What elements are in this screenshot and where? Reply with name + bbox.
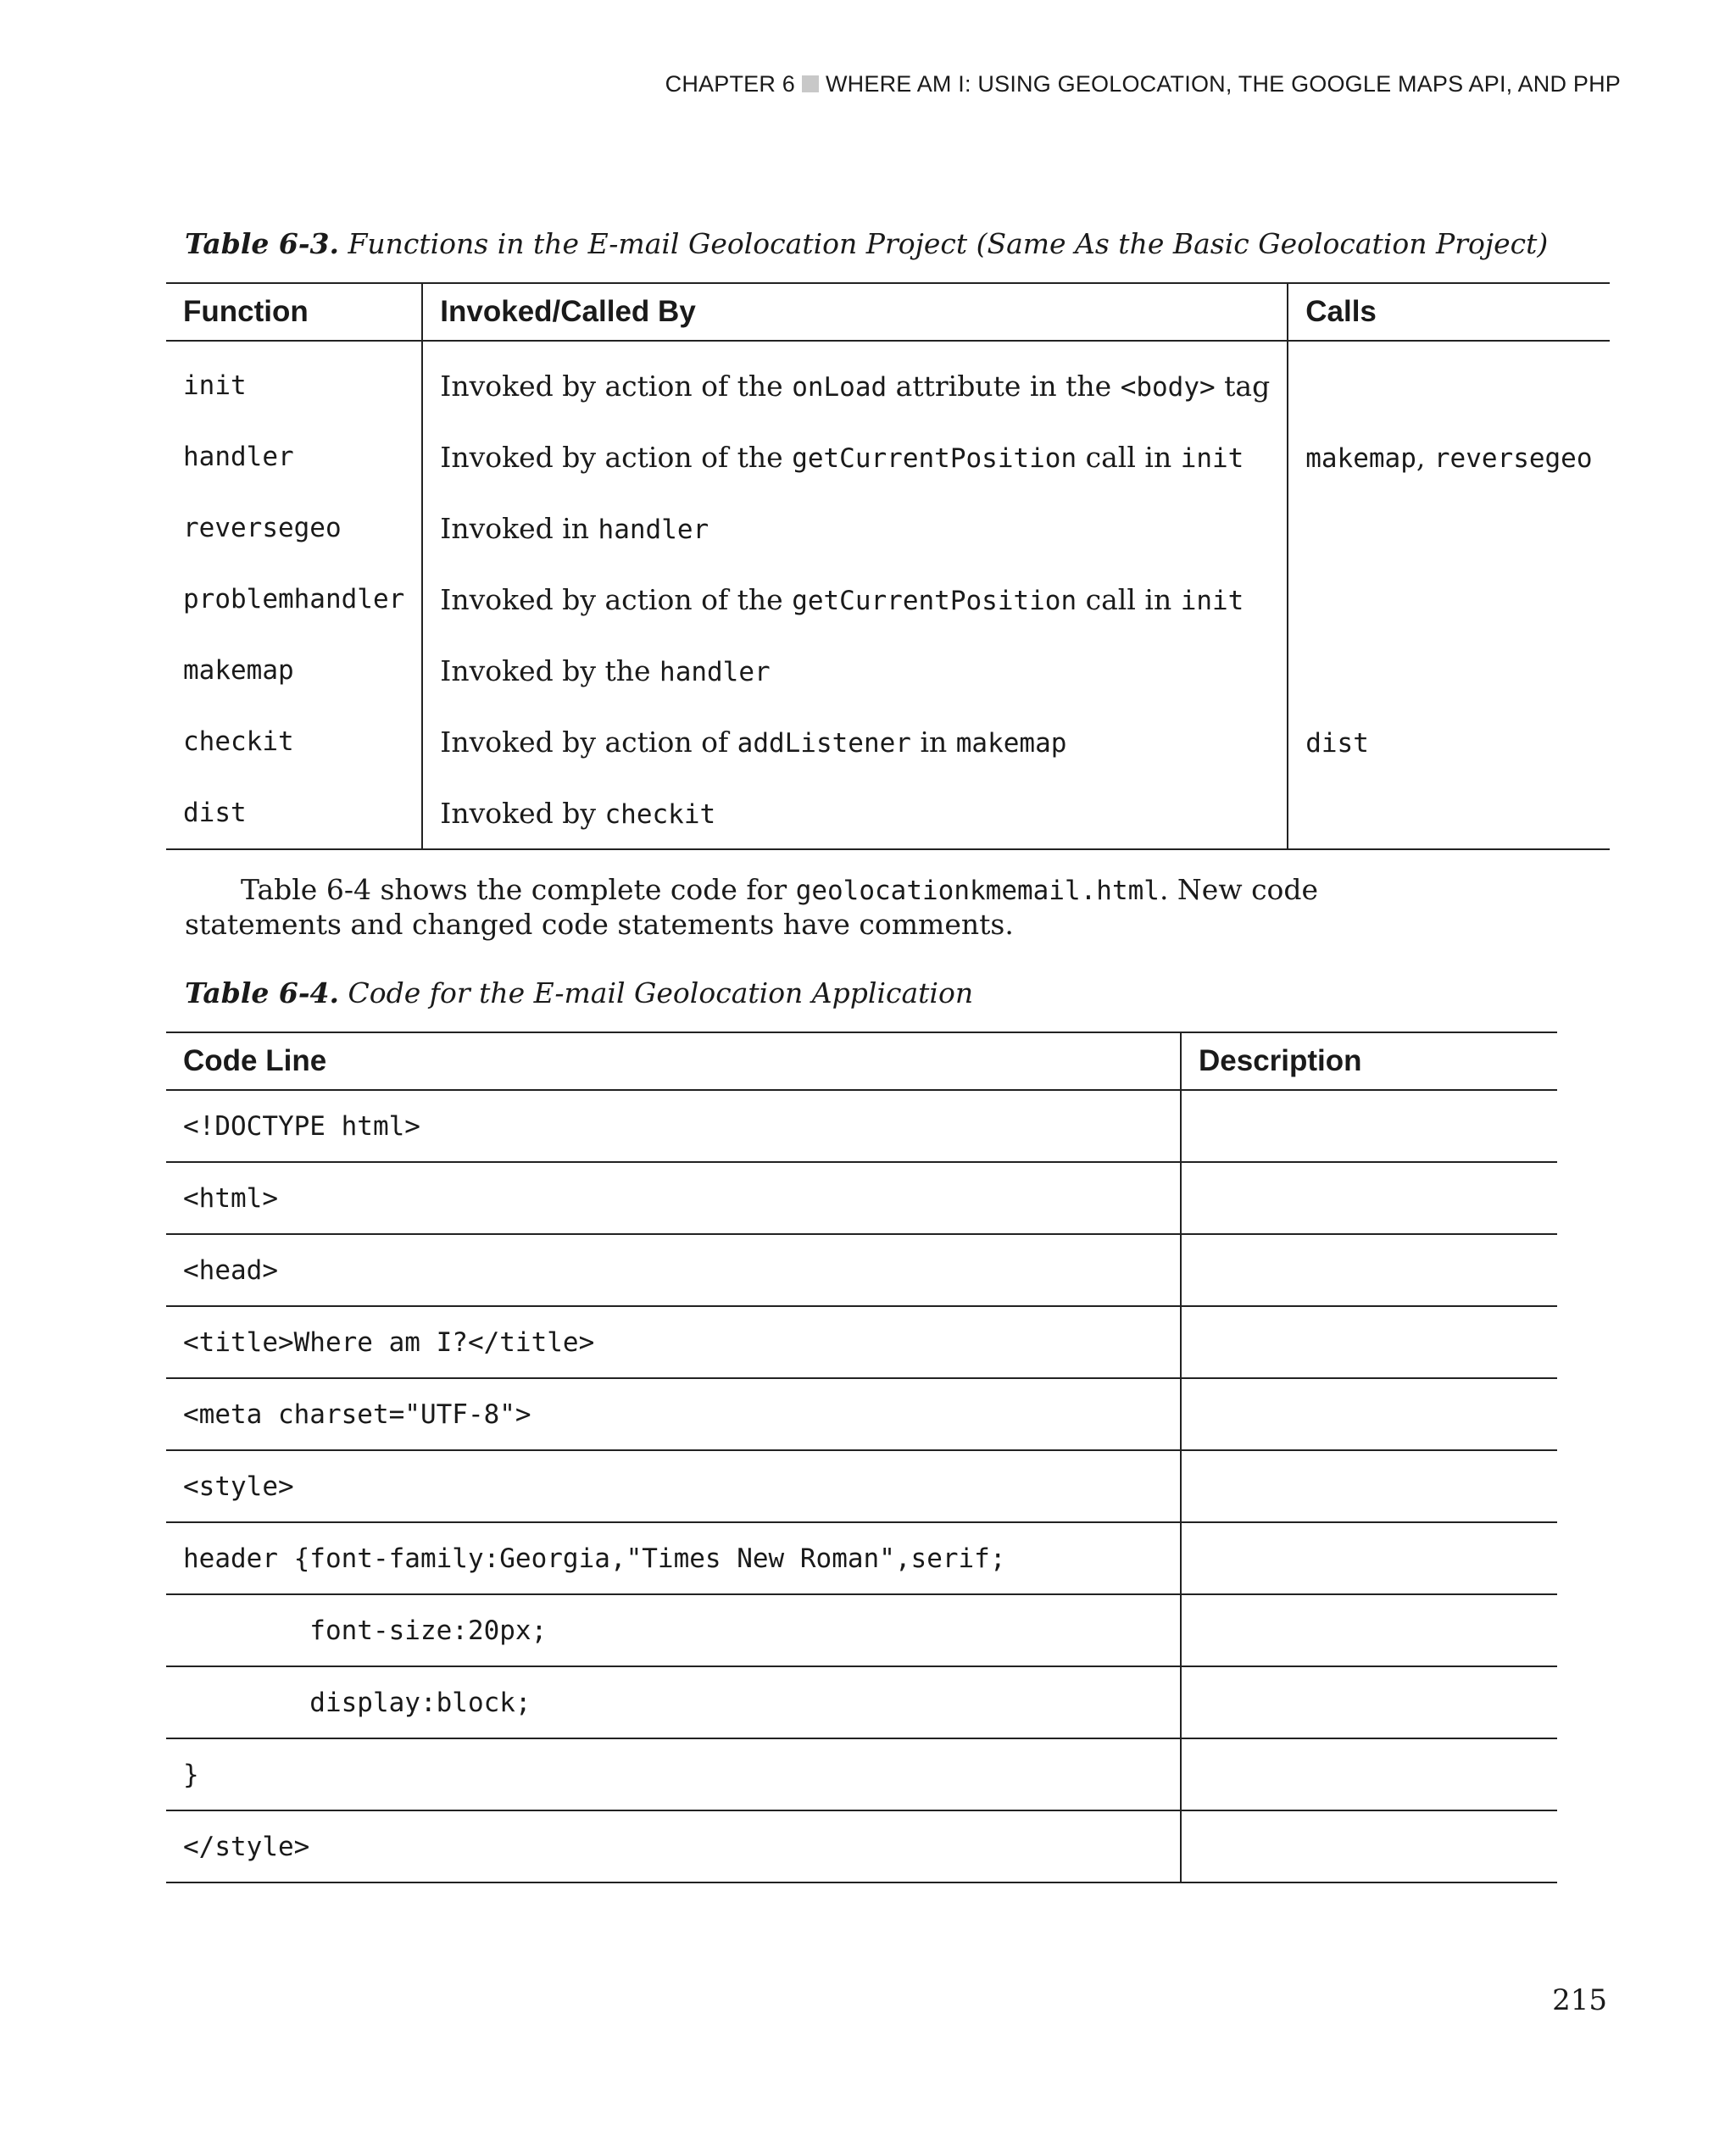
inline-text: attribute in the <box>887 369 1121 403</box>
table-row <box>166 1810 1557 1882</box>
code-line-cell: <style> <box>166 1450 1181 1522</box>
table-6-3-caption <box>185 227 1548 260</box>
inline-text: Invoked by the <box>440 653 660 687</box>
table-row <box>166 492 1610 564</box>
table-header-row <box>166 283 1610 341</box>
inline-code: checkit <box>604 798 716 830</box>
inline-code: reversegeo <box>1433 442 1593 474</box>
invoked-by-cell <box>422 492 1288 564</box>
inline-code: init <box>1180 442 1244 474</box>
table-row <box>166 564 1610 635</box>
function-name-cell: problemhandler <box>166 564 422 635</box>
description-cell <box>1181 1666 1557 1738</box>
code-line-cell: <head> <box>166 1234 1181 1306</box>
calls-cell <box>1288 492 1609 564</box>
inline-text: Invoked by action of the <box>440 369 793 403</box>
column-header: Code Line <box>166 1032 1181 1090</box>
inline-text: , <box>1416 440 1434 474</box>
inline-code: handler <box>659 656 771 687</box>
column-header: Invoked/Called By <box>422 283 1288 341</box>
description-cell <box>1181 1594 1557 1666</box>
inline-text: Invoked by action of the <box>440 582 793 616</box>
inline-text: Invoked by <box>440 796 605 830</box>
functions-table <box>166 282 1610 850</box>
inline-code: onLoad <box>792 371 887 403</box>
invoked-by-cell <box>422 635 1288 706</box>
description-cell <box>1181 1306 1557 1378</box>
description-cell <box>1181 1738 1557 1810</box>
table-row <box>166 777 1610 849</box>
table-row <box>166 1378 1557 1450</box>
running-head <box>665 71 1621 97</box>
column-header: Function <box>166 283 422 341</box>
inline-code: getCurrentPosition <box>792 442 1077 474</box>
invoked-by-cell <box>422 564 1288 635</box>
inline-text: Invoked by action of <box>440 725 737 759</box>
invoked-by-cell <box>422 777 1288 849</box>
paragraph-code: geolocationkmemail.html <box>795 876 1160 906</box>
table-row <box>166 1594 1557 1666</box>
function-name-cell: init <box>166 341 422 421</box>
inline-code: addListener <box>737 727 911 759</box>
function-name-cell: handler <box>166 421 422 492</box>
column-header: Description <box>1181 1032 1557 1090</box>
inline-code: handler <box>598 514 709 545</box>
code-line-cell: } <box>166 1738 1181 1810</box>
description-cell <box>1181 1522 1557 1594</box>
table-row <box>166 1162 1557 1234</box>
table-row <box>166 1450 1557 1522</box>
caption-number: Table 6-3. <box>185 227 339 260</box>
inline-code: makemap <box>955 727 1067 759</box>
inline-code: getCurrentPosition <box>792 585 1077 616</box>
table-6-4-caption <box>185 976 973 1009</box>
description-cell <box>1181 1378 1557 1450</box>
code-line-cell: </style> <box>166 1810 1181 1882</box>
table-row <box>166 1090 1557 1162</box>
calls-cell <box>1288 421 1609 492</box>
code-line-cell: header {font-family:Georgia,"Times New Roman",serif; <box>166 1522 1181 1594</box>
inline-code: dist <box>1305 727 1369 759</box>
code-line-cell: <html> <box>166 1162 1181 1234</box>
description-cell <box>1181 1234 1557 1306</box>
calls-cell <box>1288 564 1609 635</box>
caption-number: Table 6-4. <box>185 976 339 1009</box>
inline-text: tag <box>1215 369 1271 403</box>
code-line-cell: font-size:20px; <box>166 1594 1181 1666</box>
description-cell <box>1181 1090 1557 1162</box>
code-line-cell: display:block; <box>166 1666 1181 1738</box>
table-row <box>166 1234 1557 1306</box>
inline-text: Invoked by action of the <box>440 440 793 474</box>
calls-cell <box>1288 706 1609 777</box>
function-name-cell: makemap <box>166 635 422 706</box>
caption-text: Code for the E-mail Geolocation Application <box>348 976 974 1009</box>
code-line-cell: <title>Where am I?</title> <box>166 1306 1181 1378</box>
function-name-cell: reversegeo <box>166 492 422 564</box>
function-name-cell: dist <box>166 777 422 849</box>
body-paragraph <box>185 873 1439 942</box>
table-header-row <box>166 1032 1557 1090</box>
calls-cell <box>1288 635 1609 706</box>
caption-text: Functions in the E-mail Geolocation Project (Same As the Basic Geolocation Project) <box>348 227 1549 260</box>
table-row <box>166 1522 1557 1594</box>
description-cell <box>1181 1162 1557 1234</box>
table-row <box>166 1306 1557 1378</box>
inline-code: makemap <box>1305 442 1416 474</box>
table-row <box>166 341 1610 421</box>
column-header: Calls <box>1288 283 1609 341</box>
table-row <box>166 635 1610 706</box>
table-row <box>166 1738 1557 1810</box>
invoked-by-cell <box>422 421 1288 492</box>
inline-code: init <box>1180 585 1244 616</box>
invoked-by-cell <box>422 341 1288 421</box>
paragraph-text: . New code statements and changed code statements have comments. <box>185 873 1319 941</box>
code-table <box>166 1032 1557 1883</box>
inline-text: in <box>910 725 956 759</box>
description-cell <box>1181 1810 1557 1882</box>
inline-code: <body> <box>1120 371 1216 403</box>
paragraph-text: Table 6-4 shows the complete code for <box>241 873 796 906</box>
table-row <box>166 421 1610 492</box>
code-line-cell: <!DOCTYPE html> <box>166 1090 1181 1162</box>
inline-text: call in <box>1077 440 1181 474</box>
running-head-chapter: CHAPTER 6 <box>665 71 795 97</box>
running-head-title: WHERE AM I: USING GEOLOCATION, THE GOOGLE MAPS API, AND PHP <box>826 71 1621 97</box>
table-row <box>166 706 1610 777</box>
separator-square-icon <box>802 75 819 92</box>
function-name-cell: checkit <box>166 706 422 777</box>
inline-text: call in <box>1077 582 1181 616</box>
inline-text: Invoked in <box>440 511 598 545</box>
calls-cell <box>1288 341 1609 421</box>
code-line-cell: <meta charset="UTF-8"> <box>166 1378 1181 1450</box>
table-row <box>166 1666 1557 1738</box>
invoked-by-cell <box>422 706 1288 777</box>
page-number: 215 <box>1552 1983 1607 2017</box>
calls-cell <box>1288 777 1609 849</box>
description-cell <box>1181 1450 1557 1522</box>
